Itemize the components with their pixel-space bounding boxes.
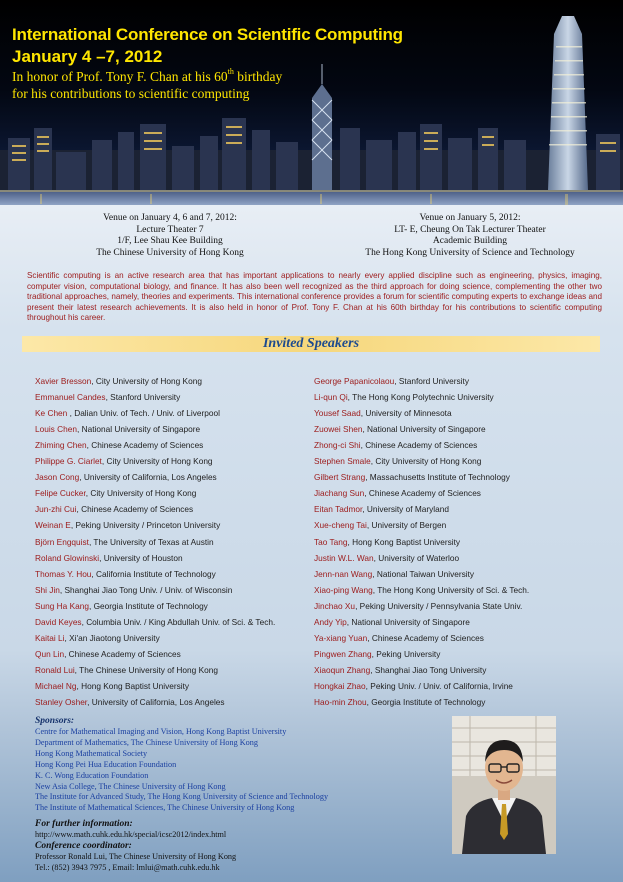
speaker-affiliation: , California Institute of Technology — [91, 568, 216, 579]
speaker-affiliation: , University of Waterloo — [373, 552, 460, 563]
conference-title: International Conference on Scientific Computing — [12, 25, 403, 44]
speaker-entry — [314, 601, 522, 611]
speaker-affiliation: , City University of Hong Kong — [370, 456, 482, 467]
speaker-entry — [35, 520, 220, 530]
speaker-name: Ronald Lui — [35, 664, 75, 675]
speaker-name: Eitan Tadmor — [314, 504, 363, 515]
speaker-entry — [35, 440, 203, 450]
speaker-affiliation: , Peking Univ. / Univ. of California, Irvine — [365, 680, 513, 691]
sponsor-item: K. C. Wong Education Foundation — [35, 770, 149, 780]
speaker-name: Roland Glowinski — [35, 552, 100, 563]
speaker-affiliation: , The Chinese University of Hong Kong — [74, 664, 218, 675]
speaker-entry — [35, 472, 217, 482]
speaker-entry — [35, 424, 200, 434]
speaker-name: Hao-min Zhou — [314, 697, 367, 707]
speaker-affiliation: , Hong Kong Baptist University — [76, 680, 190, 691]
speaker-entry — [35, 392, 180, 402]
speaker-affiliation: , Chinese Academy of Sciences — [360, 440, 478, 451]
venue-line: The Chinese University of Hong Kong — [96, 247, 244, 258]
speaker-name: Stanley Osher — [35, 697, 88, 707]
speaker-affiliation: , City University of Hong Kong — [91, 376, 202, 386]
speaker-name: Louis Chen — [35, 424, 77, 435]
speaker-name: Sung Ha Kang — [35, 600, 89, 611]
speaker-affiliation: , National University of Singapore — [346, 616, 470, 627]
speaker-entry — [35, 601, 208, 611]
speaker-affiliation: , Peking University / Pennsylvania State Univ. — [355, 600, 523, 611]
speaker-name: Jiachang Sun — [314, 488, 365, 499]
speaker-entry — [314, 617, 470, 627]
speaker-entry — [35, 537, 214, 547]
speaker-entry — [314, 681, 513, 691]
coordinator-heading: Conference coordinator: — [35, 841, 132, 851]
speaker-name: Jason Cong — [35, 472, 80, 483]
speaker-affiliation: , Massachusetts Institute of Technology — [365, 472, 510, 483]
speaker-affiliation: , Chinese Academy of Sciences — [364, 488, 481, 499]
speaker-affiliation: , University of Bergen — [366, 520, 447, 531]
speaker-name: Hongkai Zhao — [314, 680, 366, 691]
venue-hkust — [345, 213, 595, 259]
sponsor-item: Department of Mathematics, The Chinese University of Hong Kong — [35, 737, 258, 747]
speaker-name: Thomas Y. Hou — [35, 568, 92, 579]
speaker-name: Qun Lin — [35, 648, 65, 659]
honor-line-1: In honor of Prof. Tony F. Chan at his 60th birthday — [12, 67, 283, 84]
speaker-name: Andy Yip — [314, 616, 347, 627]
speaker-name: Stephen Smale — [314, 456, 371, 467]
speaker-affiliation: , National University of Singapore — [362, 424, 486, 435]
speaker-name: Yousef Saad — [314, 408, 361, 419]
speaker-name: Tao Tang — [314, 536, 348, 547]
venue-line: Lecture Theater 7 — [136, 224, 204, 235]
speaker-name: Xavier Bresson — [35, 376, 92, 386]
speaker-name: Björn Engquist — [35, 536, 89, 547]
speaker-affiliation: , University of California, Los Angeles — [79, 472, 217, 483]
speaker-affiliation: , The Hong Kong University of Sci. & Tech. — [372, 584, 530, 595]
speaker-name: Gilbert Strang — [314, 472, 366, 483]
speaker-name: Emmanuel Candes — [35, 392, 106, 403]
speaker-name: Xiaoqun Zhang — [314, 664, 371, 675]
speaker-name: Jun-zhi Cui — [35, 504, 77, 515]
speaker-name: Michael Ng — [35, 680, 77, 691]
speaker-entry — [314, 456, 481, 466]
speaker-entry — [35, 504, 193, 514]
further-info-url[interactable]: http://www.math.cuhk.edu.hk/special/icsc2012/index.html — [35, 830, 227, 839]
speaker-name: George Papanicolaou — [314, 376, 395, 386]
city-skyline-banner — [0, 0, 623, 205]
sponsor-item: The Institute for Advanced Study, The Hong Kong University of Science and Technology — [35, 792, 329, 802]
speaker-name: Zuowei Shen — [314, 424, 363, 435]
speaker-entry — [35, 633, 160, 643]
speaker-affiliation: , City University of Hong Kong — [85, 488, 197, 499]
speaker-name: David Keyes — [35, 616, 82, 627]
speaker-entry — [35, 649, 181, 659]
sponsor-item: Hong Kong Pei Hua Education Foundation — [35, 759, 177, 769]
speaker-entry — [314, 537, 460, 547]
speaker-affiliation: , Shanghai Jiao Tong Univ. / Univ. of Wisconsin — [59, 584, 233, 595]
speaker-affiliation: , Xi'an Jiaotong University — [64, 632, 160, 643]
speaker-affiliation: , Chinese Academy of Sciences — [86, 440, 204, 451]
speaker-name: Xue-cheng Tai — [314, 520, 367, 531]
speaker-name: Li-qun Qi — [314, 392, 348, 403]
sponsors-list — [35, 727, 328, 814]
speaker-entry — [35, 697, 225, 707]
speaker-affiliation: , Chinese Academy of Sciences — [64, 648, 181, 659]
sponsor-item: Hong Kong Mathematical Society — [35, 748, 148, 758]
conference-dates: January 4 –7, 2012 — [12, 47, 163, 66]
speaker-name: Ya-xiang Yuan — [314, 632, 368, 643]
sponsor-item: New Asia College, The Chinese University of Hong Kong — [35, 781, 226, 791]
coordinator-name: Professor Ronald Lui, The Chinese University of Hong Kong — [35, 852, 237, 861]
speaker-entry — [314, 649, 440, 659]
speaker-name: Shi Jin — [35, 584, 60, 595]
speaker-name: Kaitai Li — [35, 632, 65, 643]
coordinator-contact: Tel.: (852) 3943 7975 , Email: lmlui@math.cuhk.edu.hk — [35, 863, 220, 872]
speaker-entry — [35, 456, 213, 466]
portrait-illustration — [452, 716, 556, 854]
further-info-heading: For further information: — [35, 819, 133, 829]
invited-speakers-banner — [22, 336, 600, 352]
speaker-entry — [35, 617, 275, 627]
speaker-affiliation: , University of California, Los Angeles — [87, 697, 225, 707]
speaker-entry — [314, 392, 494, 402]
speaker-name: Jenn-nan Wang — [314, 568, 373, 579]
venue-line: 1/F, Lee Shau Kee Building — [117, 236, 223, 246]
speaker-name: Pingwen Zhang — [314, 648, 372, 659]
speaker-affiliation: , University of Houston — [99, 552, 183, 563]
sponsors-heading: Sponsors: — [35, 716, 75, 726]
venue-line: Venue on January 5, 2012: — [419, 213, 521, 223]
speaker-entry — [314, 520, 446, 530]
conference-description: Scientific computing is an active research area that has important applications to nearly every applied discipline such as engineering, physics, imaging, computer vision, computational biology, and finance. It has also been well recognized as the third approach for doing science, complementing the other two traditional approaches, namely, theories and experiments. This international conference provides a forum for scientific computing experts to exchange ideas and present their latest research achievements. It is also held in honor of Prof. Tony F. Chan at his 60th birthday for his contributions to scientific computing throughout his career. — [27, 271, 602, 323]
speaker-affiliation: , Chinese Academy of Sciences — [76, 504, 194, 515]
speaker-entry — [314, 440, 477, 450]
speaker-name: Zhiming Chen — [35, 440, 87, 451]
speaker-affiliation: , Georgia Institute of Technology — [366, 697, 486, 707]
speaker-entry — [314, 408, 452, 418]
speaker-affiliation: , Columbia Univ. / King Abdullah Univ. of Sci. & Tech. — [81, 616, 276, 627]
speaker-name: Zhong-ci Shi — [314, 440, 361, 451]
venue-line: LT- E, Cheung On Tak Lecturer Theater — [394, 224, 546, 235]
honor-line-2: for his contributions to scientific computing — [12, 86, 250, 101]
speaker-entry — [314, 488, 481, 498]
venue-cuhk — [55, 213, 285, 259]
speaker-affiliation: , Shanghai Jiao Tong University — [370, 664, 487, 675]
speaker-affiliation: , Dalian Univ. of Tech. / Univ. of Liverpool — [69, 408, 220, 419]
sponsor-item: The Institute of Mathematical Sciences, The Chinese University of Hong Kong — [35, 803, 295, 813]
speaker-affiliation: , City University of Hong Kong — [101, 456, 213, 467]
speaker-name: Weinan E — [35, 520, 71, 531]
speaker-entry — [35, 585, 232, 595]
speaker-name: Jinchao Xu — [314, 600, 356, 611]
speaker-affiliation: , National Taiwan University — [372, 568, 475, 579]
speaker-entry — [35, 408, 220, 418]
venue-line: Venue on January 4, 6 and 7, 2012: — [103, 213, 237, 223]
speaker-entry — [314, 376, 469, 386]
sponsor-item: Centre for Mathematical Imaging and Vision, Hong Kong Baptist University — [35, 727, 287, 736]
speaker-entry — [314, 553, 459, 563]
speaker-affiliation: , Stanford University — [105, 392, 181, 403]
speaker-entry — [314, 665, 486, 675]
speaker-affiliation: , The University of Texas at Austin — [88, 536, 214, 547]
speaker-name: Felipe Cucker — [35, 488, 86, 499]
honoree-photo — [452, 716, 556, 854]
speaker-affiliation: , National University of Singapore — [76, 424, 201, 435]
speaker-entry — [314, 472, 510, 482]
speaker-entry — [314, 424, 486, 434]
venue-line: The Hong Kong University of Science and Technology — [365, 247, 575, 258]
speaker-name: Justin W.L. Wan — [314, 552, 374, 563]
venue-line: Academic Building — [432, 236, 508, 246]
invited-speakers-heading: Invited Speakers — [262, 336, 360, 351]
speaker-affiliation: , Georgia Institute of Technology — [88, 600, 208, 611]
speaker-name: Philippe G. Ciarlet — [35, 456, 102, 467]
speaker-entry — [35, 665, 218, 675]
speaker-name: Xiao-ping Wang — [314, 584, 373, 595]
speaker-entry — [314, 633, 484, 643]
speaker-entry — [314, 504, 449, 514]
speaker-affiliation: , University of Maryland — [362, 504, 449, 515]
speaker-entry — [314, 585, 529, 595]
speaker-entry — [35, 681, 189, 691]
speaker-affiliation: , University of Minnesota — [360, 408, 452, 419]
speaker-entry — [35, 553, 183, 563]
speaker-affiliation: , The Hong Kong Polytechnic University — [347, 392, 494, 403]
speaker-name: Ke Chen — [35, 408, 70, 419]
speaker-entry — [35, 488, 196, 498]
speaker-affiliation: , Peking University — [371, 648, 441, 659]
speaker-affiliation: , Stanford University — [394, 376, 469, 386]
speaker-entry — [314, 697, 485, 707]
speaker-affiliation: , Chinese Academy of Sciences — [367, 632, 484, 643]
speaker-entry — [314, 569, 474, 579]
speaker-affiliation: , Peking University / Princeton University — [70, 520, 221, 531]
speaker-affiliation: , Hong Kong Baptist University — [347, 536, 461, 547]
speaker-entry — [35, 569, 216, 579]
speaker-entry — [35, 376, 202, 386]
